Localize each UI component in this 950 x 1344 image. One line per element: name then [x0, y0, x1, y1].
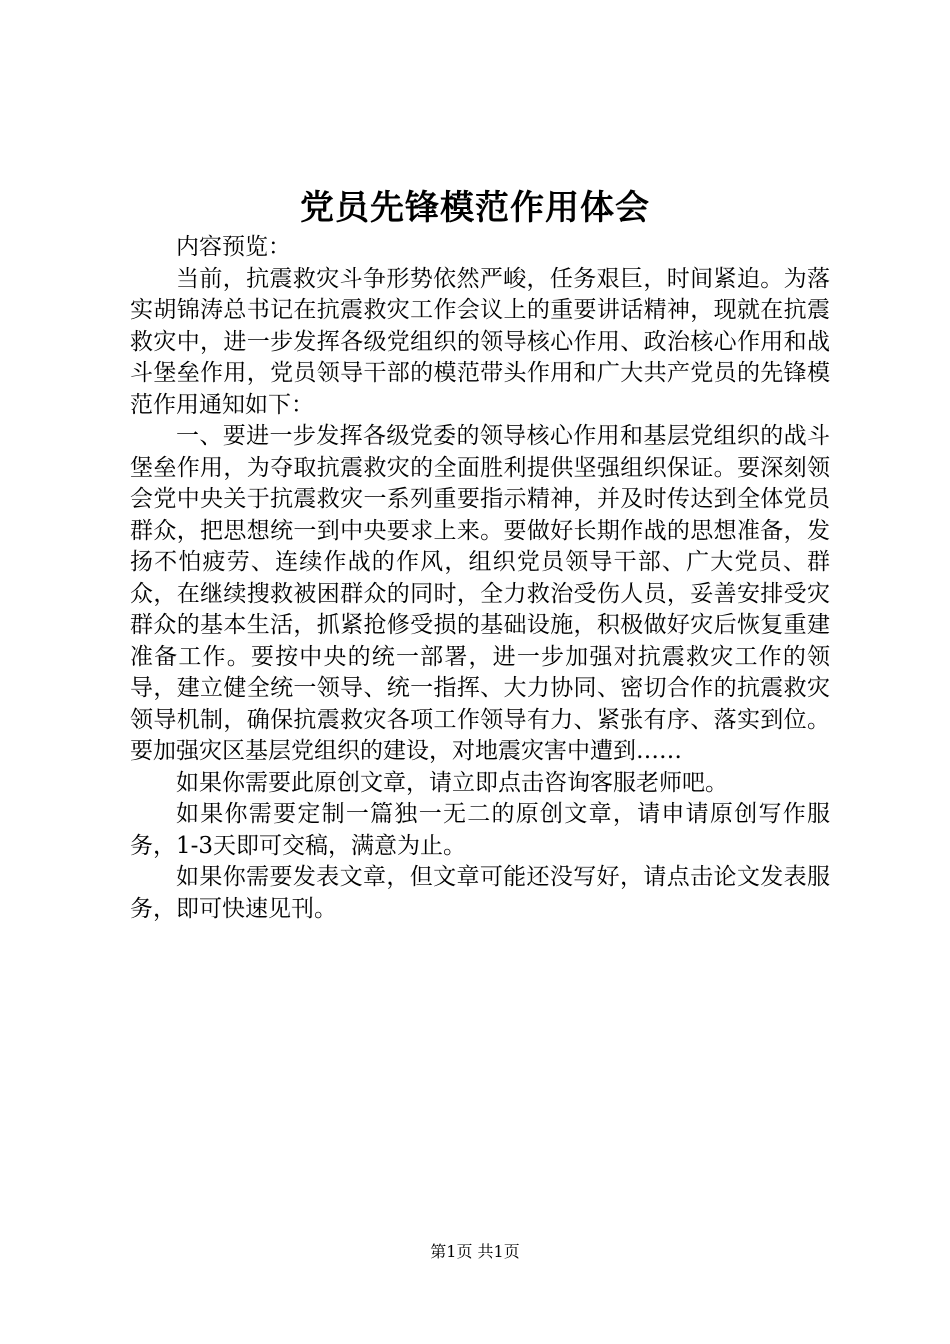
consult-service-paragraph: 如果你需要此原创文章，请立即点击咨询客服老师吧。 [176, 769, 728, 796]
document-body [130, 232, 830, 925]
publishing-service-paragraph: 如果你需要发表文章，但文章可能还没写好，请点击论文发表服务，即可快速见刊。 [130, 864, 830, 922]
custom-writing-paragraph: 如果你需要定制一篇独一无二的原创文章，请申请原创写作服务，1-3天即可交稿，满意为止。 [130, 801, 830, 859]
document-title: 党员先锋模范作用体会 [300, 188, 650, 228]
preview-label: 内容预览： [176, 234, 291, 260]
intro-paragraph: 当前，抗震救灾斗争形势依然严峻，任务艰巨，时间紧迫。为落实胡锦涛总书记在抗震救灾工作会议上的重要讲话精神，现就在抗震救灾中，进一步发挥各级党组织的领导核心作用、政治核心作用和战斗堡垒作用，党员领导干部的模范带头作用和广大共产党员的先锋模范作用通知如下： [130, 265, 830, 418]
page-number-footer: 第1页 共1页 [430, 1242, 520, 1261]
section-one-paragraph: 一、要进一步发挥各级党委的领导核心作用和基层党组织的战斗堡垒作用，为夺取抗震救灾的全面胜利提供坚强组织保证。要深刻领会党中央关于抗震救灾一系列重要指示精神，并及时传达到全体党员群众，把思想统一到中央要求上来。要做好长期作战的思想准备，发扬不怕疲劳、连续作战的作风，组织党员领导干部、广大党员、群众，在继续搜救被困群众的同时，全力救治受伤人员，妥善安排受灾群众的基本生活，抓紧抢修受损的基础设施，积极做好灾后恢复重建准备工作。要按中央的统一部署，进一步加强对抗震救灾工作的领导，建立健全统一领导、统一指挥、大力协同、密切合作的抗震救灾领导机制，确保抗震救灾各项工作领导有力、紧张有序、落实到位。要加强灾区基层党组织的建设，对地震灾害中遭到…… [130, 423, 830, 764]
